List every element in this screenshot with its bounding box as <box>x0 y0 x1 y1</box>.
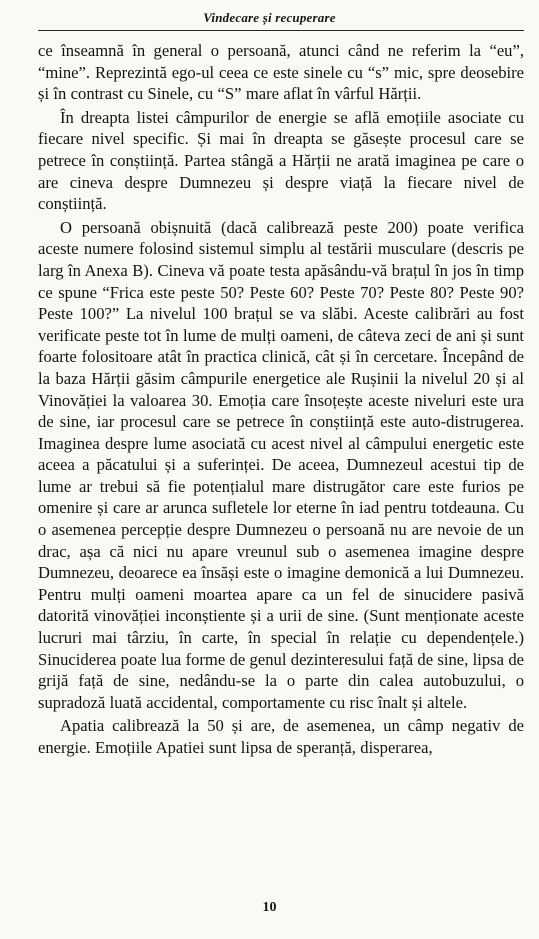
body-text <box>38 40 524 761</box>
paragraph-continued: ce înseamnă în general o persoană, atunci când ne referim la “eu”, “mine”. Reprezintă ego-ul ceea ce este sinele cu “s” mic, spre deosebire și în contrast cu Sinele, cu “S” mare aflat în vârful Hărții. <box>38 41 524 104</box>
page-number: 10 <box>262 900 277 915</box>
header-rule <box>38 30 524 31</box>
running-header: Vindecare și recuperare <box>203 10 336 25</box>
paragraph: Apatia calibrează la 50 și are, de asemenea, un câmp negativ de energie. Emoțiile Apatiei sunt lipsa de speranță, disperarea, <box>38 716 524 757</box>
paragraph: În dreapta listei câmpurilor de energie se află emoțiile asociate cu fiecare nivel specific. Și mai în dreapta se găsește procesul care se petrece în conștiință. Partea stângă a Hărții ne arată imaginea pe care o are cineva despre Dumnezeu și despre viață la fiecare nivel de conștiință. <box>38 107 524 214</box>
paragraph: O persoană obișnuită (dacă calibrează peste 200) poate verifica aceste numere folosind sistemul simplu al testării musculare (descris pe larg în Anexa B). Cineva vă poate testa apăsându-vă brațul în jos în timp ce spune “Frica este peste 50? Peste 60? Peste 70? Peste 80? Peste 90? Peste 100?” La nivelul 100 brațul se va slăbi. Aceste calibrări au fost verificate peste tot în lume de mulți oameni, de câteva zeci de ani și sunt foarte folositoare atât în practica clinică, cât și în cercetare. Începând de la baza Hărții găsim câmpurile energetice ale Rușinii la nivelul 20 și al Vinovăției la valoarea 30. Emoția care însoțește aceste niveluri este ura de sine, iar procesul care se petrece în conștiință este auto-distrugerea. Imaginea despre lume asociată cu acest nivel al câmpului energetic este aceea a păcatului și a suferinței. De aceea, Dumnezeul acestui tip de lume ar trebui să fie potențialul mare distrugător care este furios pe omenire și care ar arunca sufletele lor eterne în iad pentru totdeauna. Cu o asemenea percepție despre Dumnezeu o persoană nu are nevoie de un drac, așa că nici nu apare vreunul sub o asemenea imagine despre Dumnezeu, deoarece ea însăși este o imagine demonică a lui Dumnezeu. Pentru mulți oameni moartea apare ca un fel de sinucidere pasivă datorită vinovăției inconștiente și a urii de sine. (Sunt menționate aceste lucruri mai târziu, în carte, în special în relație cu dependențele.) Sinuciderea poate lua forme de genul dezinteresului față de sine, lipsa de grijă față de sine, nedându-se la o parte din calea autobuzului, o supradoză luată accidental, comportamente cu risc înalt și altele. <box>38 217 524 712</box>
